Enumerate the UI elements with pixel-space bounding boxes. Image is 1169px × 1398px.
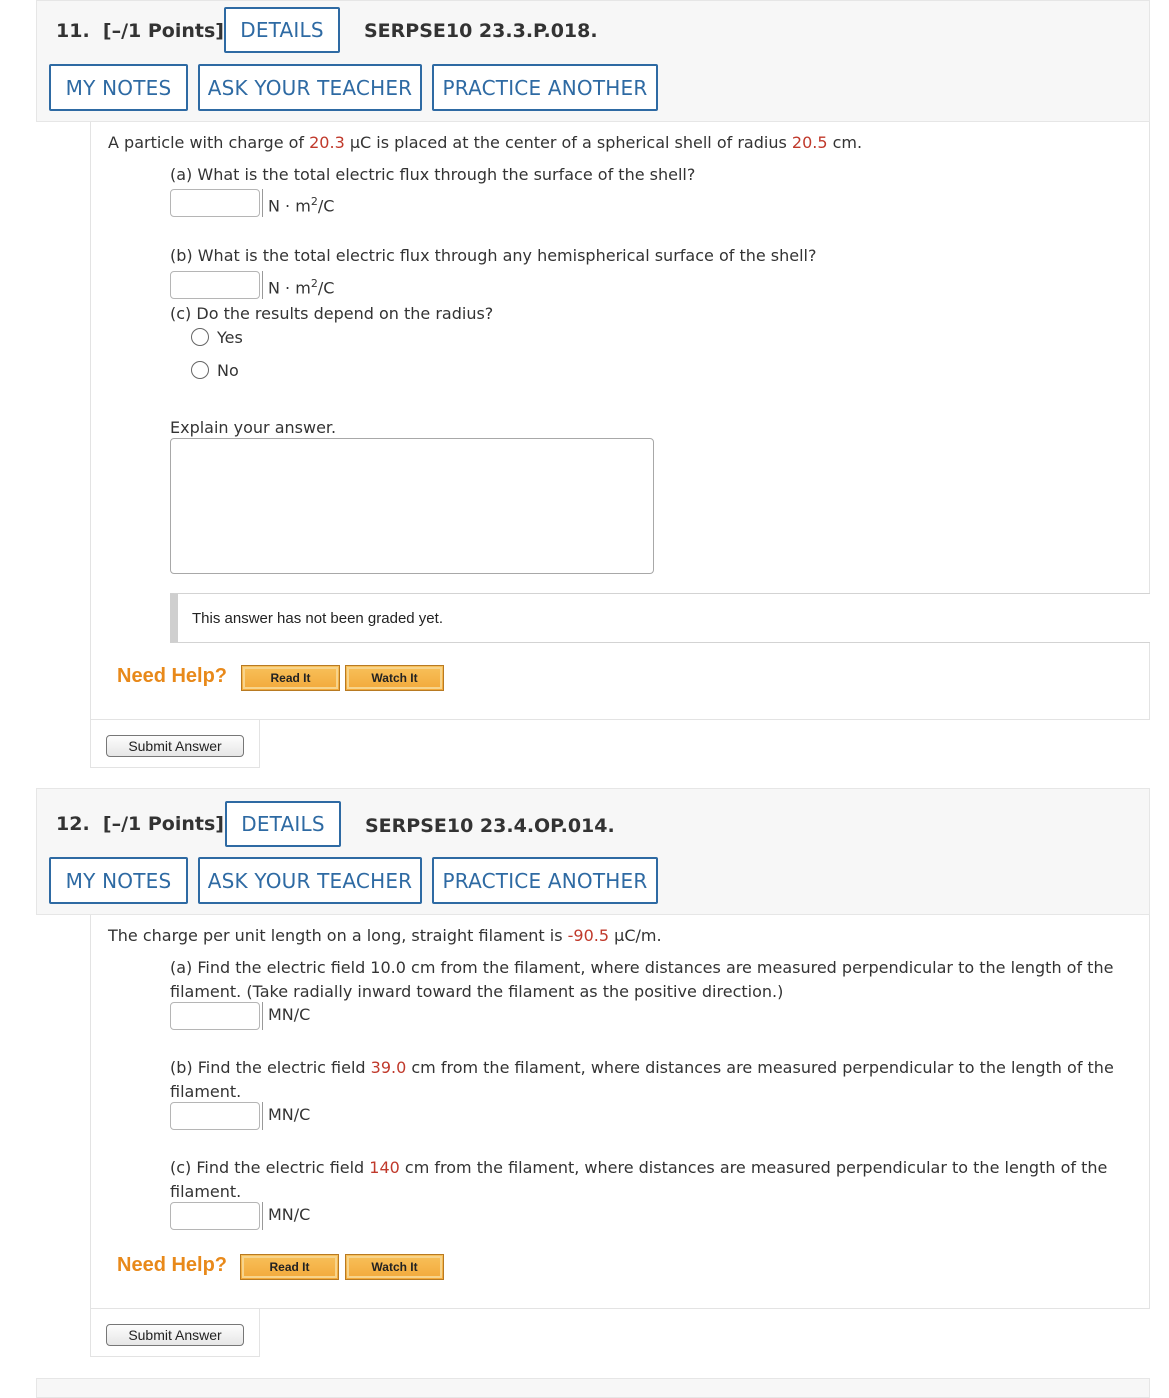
q11-explain-label: Explain your answer.	[170, 418, 337, 437]
q11-prompt: A particle with charge of 20.3 μC is placed at the center of a spherical shell of radius 20.5 cm.	[108, 133, 863, 152]
q12-part-b-line1: (b) Find the electric field 39.0 cm from the filament, where distances are measured perpendicular to the length of the	[170, 1058, 1114, 1077]
q11-submit-button[interactable]: Submit Answer	[106, 735, 244, 757]
q11-header	[36, 0, 1150, 122]
q11-my-notes-button[interactable]: MY NOTES	[49, 64, 188, 111]
q11-charge-value: 20.3	[309, 133, 345, 152]
q11-answer-b-input[interactable]	[170, 271, 260, 299]
q11-practice-another-button[interactable]: PRACTICE ANOTHER	[432, 64, 658, 111]
q12-details-button[interactable]: DETAILS	[225, 801, 341, 847]
q11-watch-it-button[interactable]: Watch It	[345, 665, 444, 691]
q12-answer-c-input[interactable]	[170, 1202, 260, 1230]
q11-part-c: (c) Do the results depend on the radius?	[170, 304, 494, 323]
q12-lambda-value: -90.5	[567, 926, 610, 945]
q11-number: 11. [–/1 Points]	[56, 20, 224, 42]
q12-problem-id: SERPSE10 23.4.OP.014.	[365, 815, 615, 837]
q12-watch-it-button[interactable]: Watch It	[345, 1254, 444, 1280]
q12-unit-b: MN/C	[262, 1102, 310, 1130]
q12-read-it-button[interactable]: Read It	[240, 1254, 339, 1280]
q11-submit-area	[90, 720, 260, 768]
q12-part-b-line2: filament.	[170, 1082, 242, 1101]
q12-part-c-line1: (c) Find the electric field 140 cm from the filament, where distances are measured perpendicular to the length of the	[170, 1158, 1108, 1177]
q11-problem-id: SERPSE10 23.3.P.018.	[364, 20, 598, 42]
q12-submit-button[interactable]: Submit Answer	[106, 1324, 244, 1346]
q11-part-a: (a) What is the total electric flux through the surface of the shell?	[170, 165, 696, 184]
q12-part-c-line2: filament.	[170, 1182, 242, 1201]
q12-unit-c: MN/C	[262, 1202, 310, 1230]
q12-my-notes-button[interactable]: MY NOTES	[49, 857, 188, 904]
q12-submit-area	[90, 1309, 260, 1357]
q12-part-a-line2: filament. (Take radially inward toward the filament as the positive direction.)	[170, 982, 784, 1001]
q11-explain-textarea[interactable]	[170, 438, 654, 574]
q12-prompt: The charge per unit length on a long, straight filament is -90.5 μC/m.	[108, 926, 662, 945]
q11-radius-value: 20.5	[791, 133, 828, 152]
q11-radio-yes[interactable]	[191, 328, 209, 346]
q11-details-button[interactable]: DETAILS	[224, 7, 340, 53]
q11-read-it-button[interactable]: Read It	[241, 665, 340, 691]
q11-part-b: (b) What is the total electric flux through any hemispherical surface of the shell?	[170, 246, 817, 265]
q11-answer-a-input[interactable]	[170, 189, 260, 217]
q11-need-help: Need Help?	[117, 665, 228, 687]
q13-header-edge	[36, 1378, 1150, 1398]
q11-unit-a: $N \cdot m^2/C$	[262, 189, 334, 217]
q12-number: 12. [–/1 Points]	[56, 813, 224, 835]
q12-dist-c-value: 140	[369, 1158, 400, 1177]
q11-radio-no[interactable]	[191, 361, 209, 379]
q12-header	[36, 788, 1150, 915]
q12-unit-a: MN/C	[262, 1002, 310, 1030]
q12-part-a-line1: (a) Find the electric field 10.0 cm from the filament, where distances are measured perpendicular to the length of the	[170, 958, 1114, 977]
q11-ask-teacher-button[interactable]: ASK YOUR TEACHER	[198, 64, 422, 111]
q12-need-help: Need Help?	[117, 1254, 228, 1276]
q11-graded-notice: This answer has not been graded yet.	[170, 593, 1150, 643]
q11-unit-b: $N \cdot m^2/C$	[262, 271, 334, 299]
q11-radio-yes-label: Yes	[217, 328, 243, 347]
q12-answer-a-input[interactable]	[170, 1002, 260, 1030]
q12-answer-b-input[interactable]	[170, 1102, 260, 1130]
q12-practice-another-button[interactable]: PRACTICE ANOTHER	[432, 857, 658, 904]
q12-ask-teacher-button[interactable]: ASK YOUR TEACHER	[198, 857, 422, 904]
q11-radio-no-label: No	[217, 361, 239, 380]
q12-dist-b-value: 39.0	[370, 1058, 407, 1077]
